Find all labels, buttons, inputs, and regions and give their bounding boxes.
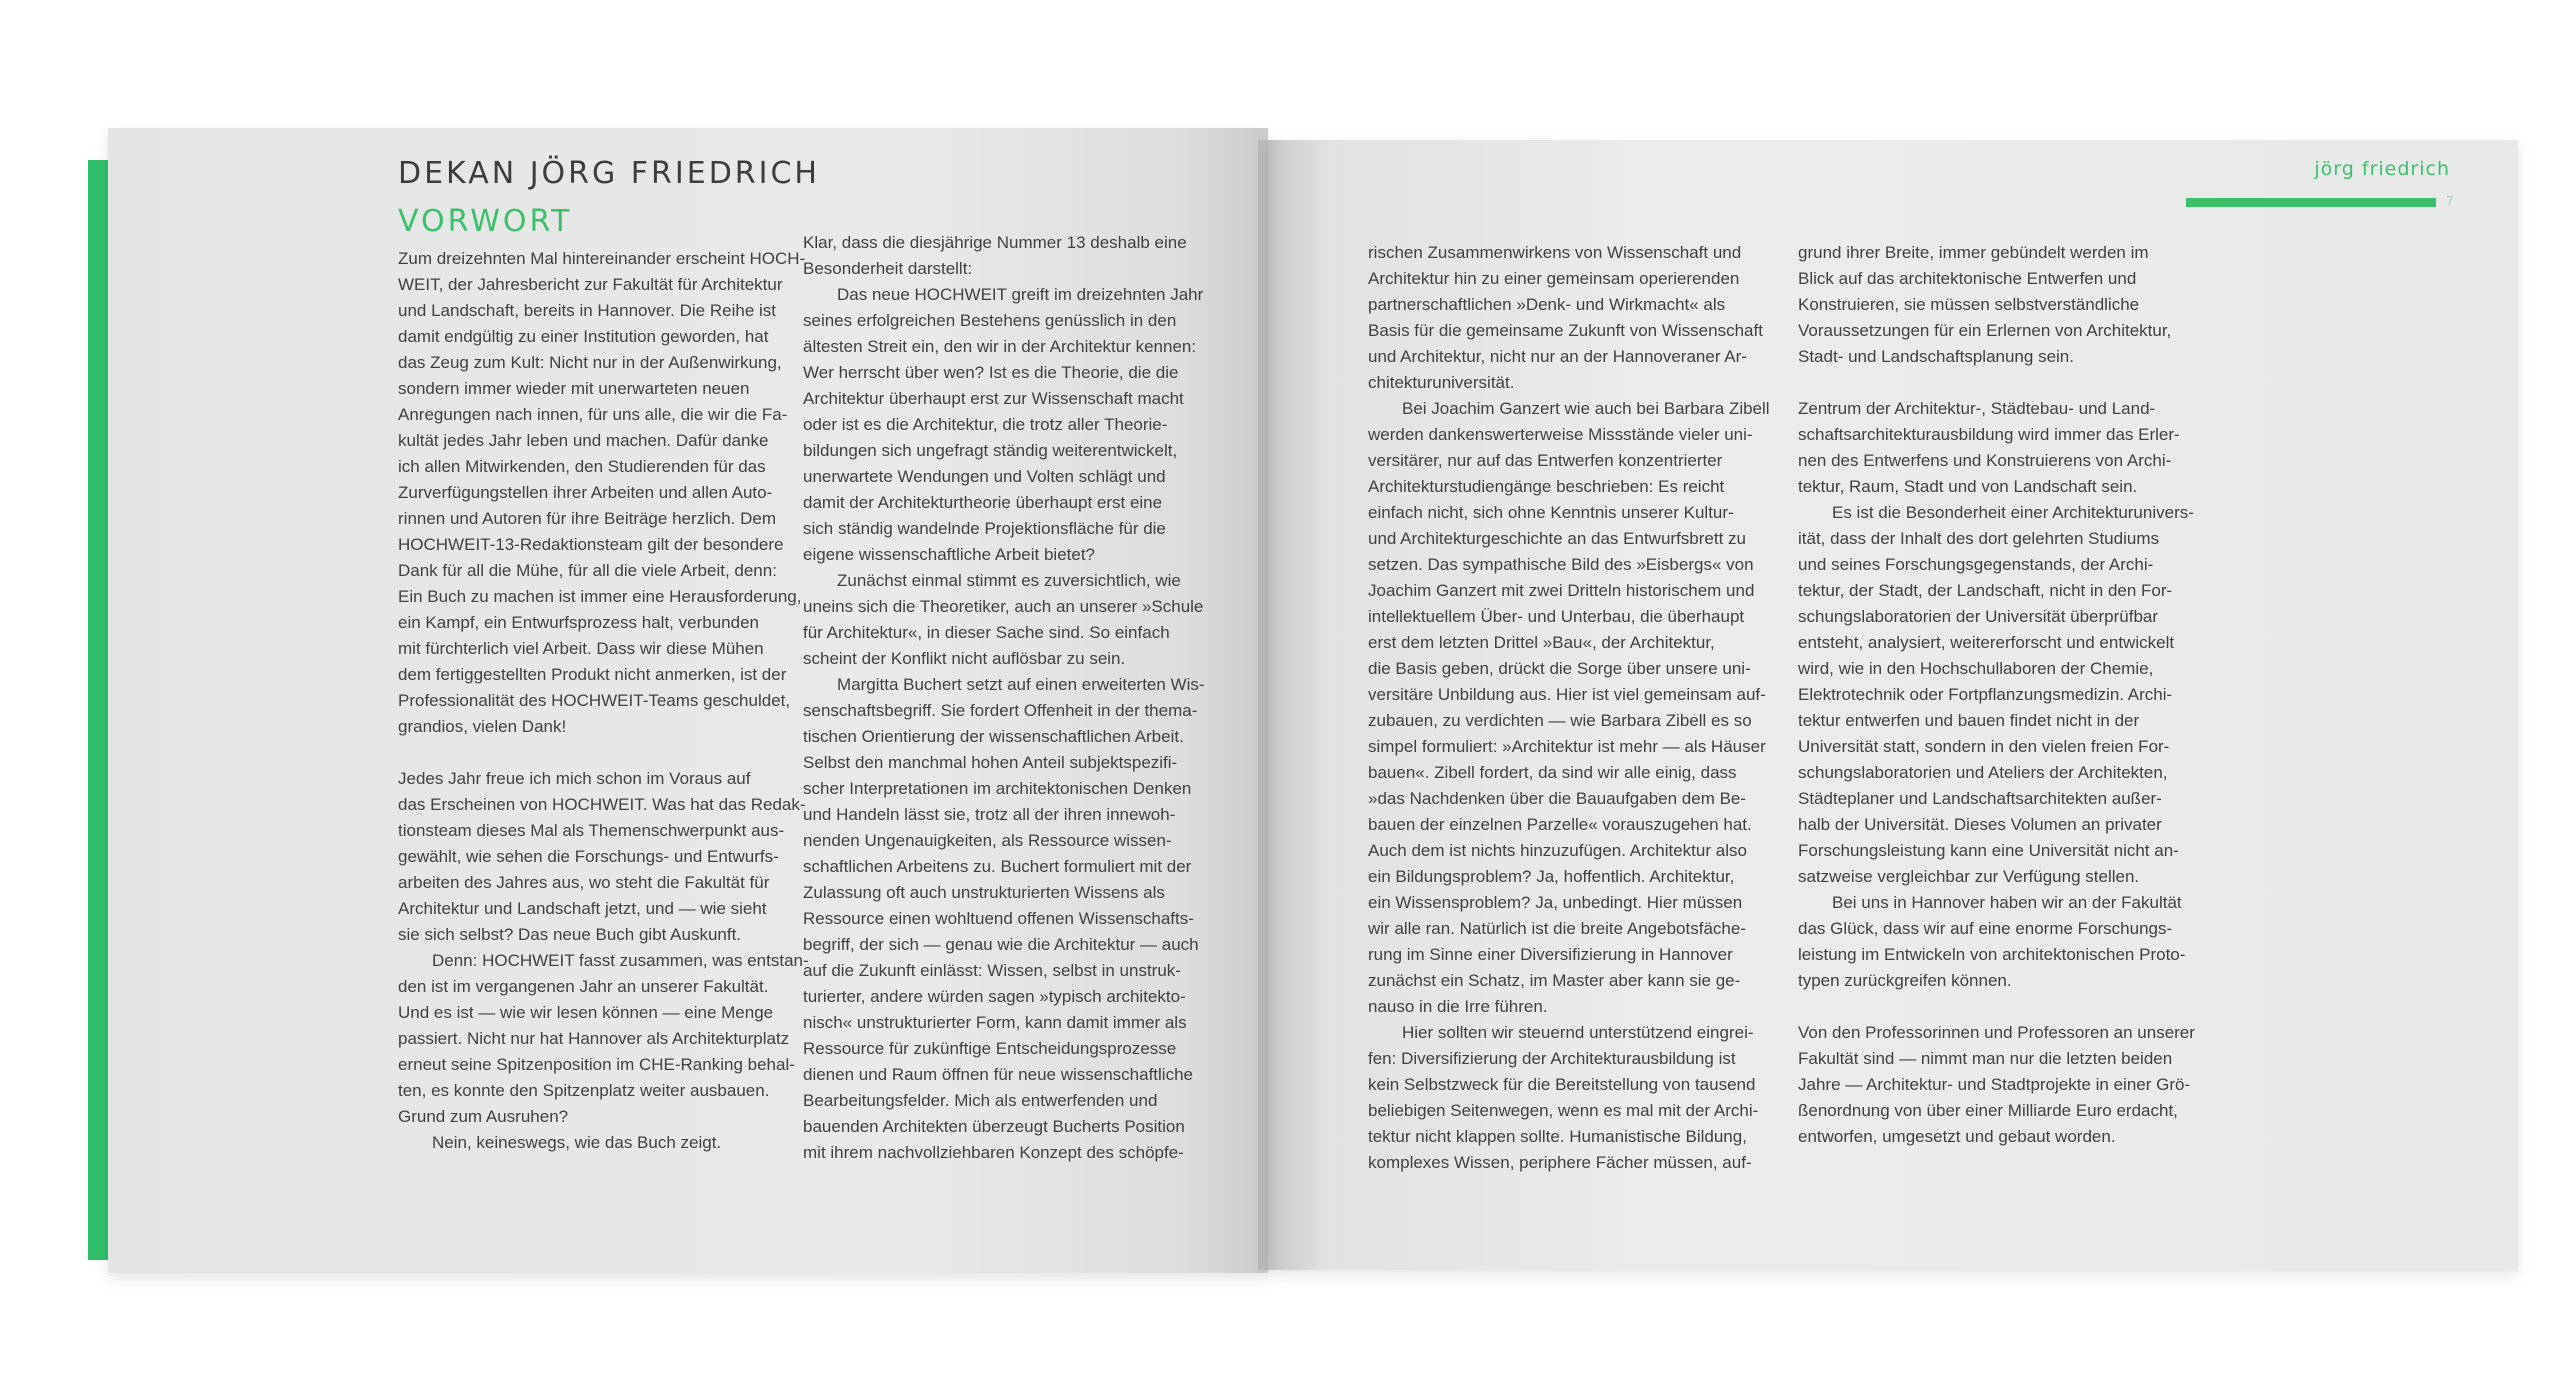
book-gutter xyxy=(1258,140,1284,1270)
text-line: Zum dreizehnten Mal hintereinander erscheint HOCH- xyxy=(398,249,806,268)
text-line: dem fertiggestellten Produkt nicht anmerken, ist der xyxy=(398,665,787,684)
text-line: das Erscheinen von HOCHWEIT. Was hat das Redak- xyxy=(398,795,806,814)
text-line: arbeiten des Jahres aus, wo steht die Fakultät für xyxy=(398,873,770,892)
text-line: Auch dem ist nichts hinzuzufügen. Architektur also xyxy=(1368,841,1747,860)
text-line: typen zurückgreifen können. xyxy=(1798,971,2012,990)
text-line: turierter, andere würden sagen »typisch architekto- xyxy=(803,987,1186,1006)
text-line: bildungen sich ungefragt ständig weiterentwickelt, xyxy=(803,441,1178,460)
text-line: erneut seine Spitzenposition im CHE-Ranking behal- xyxy=(398,1055,795,1074)
text-line: Hier sollten wir steuernd unterstützend eingrei- xyxy=(1368,1023,1754,1042)
text-line: Konstruieren, sie müssen selbstverständliche xyxy=(1798,295,2140,314)
text-line: das Glück, dass wir auf eine enorme Forschungs- xyxy=(1798,919,2173,938)
text-line: und Handeln lässt sie, trotz all der ihren innewoh- xyxy=(803,805,1176,824)
text-line: wir alle ran. Natürlich ist die breite Angebotsfäche- xyxy=(1368,919,1746,938)
text-line: gewählt, wie sehen die Forschungs- und Entwurfs- xyxy=(398,847,779,866)
text-line: setzen. Das sympathische Bild des »Eisbergs« von xyxy=(1368,555,1754,574)
text-line: intellektuellem Über- und Unterbau, die überhaupt xyxy=(1368,607,1745,626)
text-line: Voraussetzungen für ein Erlernen von Architektur, xyxy=(1798,321,2172,340)
text-line: Ein Buch zu machen ist immer eine Herausforderung, xyxy=(398,587,802,606)
text-line: sie sich selbst? Das neue Buch gibt Auskunft. xyxy=(398,925,742,944)
text-line: mit ihrem nachvollziehbaren Konzept des schöpfe- xyxy=(803,1143,1184,1162)
text-line: schungslaboratorien der Universität überprüfbar xyxy=(1798,607,2159,626)
text-line: satzweise vergleichbar zur Verfügung stellen. xyxy=(1798,867,2140,886)
text-line: das Zeug zum Kult: Nicht nur in der Außenwirkung, xyxy=(398,353,782,372)
text-line: den ist im vergangenen Jahr an unserer Fakultät. xyxy=(398,977,769,996)
text-line: komplexes Wissen, periphere Fächer müssen, auf- xyxy=(1368,1153,1752,1172)
text-line: die Basis geben, drückt die Sorge über unsere uni- xyxy=(1368,659,1751,678)
text-line: Bei Joachim Ganzert wie auch bei Barbara Zibell xyxy=(1368,399,1770,418)
text-line: dienen und Raum öffnen für neue wissenschaftliche xyxy=(803,1065,1193,1084)
text-line: Forschungsleistung kann eine Universität nicht an- xyxy=(1798,841,2179,860)
text-line: Basis für die gemeinsame Zukunft von Wissenschaft xyxy=(1368,321,1763,340)
page-title: DEKAN JÖRG FRIEDRICH xyxy=(398,156,820,191)
text-line: ein Bildungsproblem? Ja, hoffentlich. Architektur, xyxy=(1368,867,1735,886)
text-line: nauso in die Irre führen. xyxy=(1368,997,1548,1016)
text-line: mit fürchterlich viel Arbeit. Dass wir diese Mühen xyxy=(398,639,764,658)
text-line: Ressource einen wohltuend offenen Wissenschafts- xyxy=(803,909,1194,928)
text-line: uneins sich die Theoretiker, auch an unserer »Schule xyxy=(803,597,1204,616)
text-line: Blick auf das architektonische Entwerfen und xyxy=(1798,269,2137,288)
text-line: tektur, der Stadt, der Landschaft, nicht in den For- xyxy=(1798,581,2173,600)
text-line: oder ist es die Architektur, die trotz aller Theorie- xyxy=(803,415,1168,434)
running-header-bar xyxy=(2186,198,2436,207)
text-line: tischen Orientierung der wissenschaftlichen Arbeit. xyxy=(803,727,1184,746)
text-line: nen des Entwerfens und Konstruierens von Archi- xyxy=(1798,451,2172,470)
right-page xyxy=(1268,140,2518,1270)
text-line: Zunächst einmal stimmt es zuversichtlich, wie xyxy=(803,571,1181,590)
text-line: einfach nicht, sich ohne Kenntnis unserer Kultur- xyxy=(1368,503,1734,522)
text-line: bauenden Architekten überzeugt Bucherts Position xyxy=(803,1117,1185,1136)
text-line: Fakultät sind — nimmt man nur die letzten beiden xyxy=(1798,1049,2173,1068)
text-line: für Architektur«, in dieser Sache sind. So einfach xyxy=(803,623,1170,642)
text-line: scheint der Konflikt nicht auflösbar zu sein. xyxy=(803,649,1126,668)
text-line: passiert. Nicht nur hat Hannover als Architekturplatz xyxy=(398,1029,790,1048)
text-line: Zentrum der Architektur-, Städtebau- und Land- xyxy=(1798,399,2156,418)
text-line: seines erfolgreichen Bestehens genüsslich in den xyxy=(803,311,1177,330)
text-line: tionsteam dieses Mal als Themenschwerpunkt aus- xyxy=(398,821,785,840)
text-line: ein Wissensproblem? Ja, unbedingt. Hier müssen xyxy=(1368,893,1743,912)
text-line: Universität statt, sondern in den vielen freien For- xyxy=(1798,737,2170,756)
text-line: Zulassung oft auch unstrukturierten Wissens als xyxy=(803,883,1165,902)
text-line: »das Nachdenken über die Bauaufgaben dem Be- xyxy=(1368,789,1747,808)
text-line: damit der Architekturtheorie überhaupt erst eine xyxy=(803,493,1163,512)
text-line: WEIT, der Jahresbericht zur Fakultät für Architektur xyxy=(398,275,783,294)
text-line: Architektur und Landschaft jetzt, und — wie sieht xyxy=(398,899,767,918)
text-line: senschaftsbegriff. Sie fordert Offenheit in der thema- xyxy=(803,701,1198,720)
text-line: kein Selbstzweck für die Bereitstellung von tausend xyxy=(1368,1075,1756,1094)
text-line: damit endgültig zu einer Institution geworden, hat xyxy=(398,327,769,346)
text-line: ten, es konnte den Spitzenplatz weiter ausbauen. xyxy=(398,1081,770,1100)
text-line: Von den Professorinnen und Professoren an unserer xyxy=(1798,1023,2195,1042)
text-line: grund ihrer Breite, immer gebündelt werden im xyxy=(1798,243,2149,262)
text-line: und Architekturgeschichte an das Entwurfsbrett zu xyxy=(1368,529,1746,548)
text-line: tektur entwerfen und bauen findet nicht in der xyxy=(1798,711,2140,730)
paragraph-gap xyxy=(398,740,788,766)
text-line: rung im Sinne einer Diversifizierung in Hannover xyxy=(1368,945,1733,964)
paragraph-gap xyxy=(1798,994,2188,1020)
text-line: partnerschaftlichen »Denk- und Wirkmacht« als xyxy=(1368,295,1726,314)
text-column-2 xyxy=(803,230,1205,1166)
text-line: Das neue HOCHWEIT greift im dreizehnten Jahr xyxy=(803,285,1204,304)
text-line: chitekturuniversität. xyxy=(1368,373,1515,392)
text-line: Nein, keineswegs, wie das Buch zeigt. xyxy=(398,1133,722,1152)
text-line: schaftlichen Arbeitens zu. Buchert formuliert mit der xyxy=(803,857,1192,876)
text-line: Selbst den manchmal hohen Anteil subjektspezifi- xyxy=(803,753,1178,772)
text-line: zunächst ein Schatz, im Master aber kann sie ge- xyxy=(1368,971,1741,990)
text-line: nisch« unstrukturierter Form, kann damit immer als xyxy=(803,1013,1187,1032)
text-line: ßenordnung von über einer Milliarde Euro erdacht, xyxy=(1798,1101,2178,1120)
text-line: leistung im Entwickeln von architektonischen Proto- xyxy=(1798,945,2186,964)
text-line: Dank für all die Mühe, für all die viele Arbeit, denn: xyxy=(398,561,777,580)
text-line: ität, dass der Inhalt des dort gelehrten Studiums xyxy=(1798,529,2159,548)
text-line: rinnen und Autoren für ihre Beiträge herzlich. Dem xyxy=(398,509,776,528)
text-line: erst dem letzten Drittel »Bau«, der Architektur, xyxy=(1368,633,1715,652)
text-line: sondern immer wieder mit unerwarteten neuen xyxy=(398,379,750,398)
page-subtitle: VORWORT xyxy=(398,204,573,239)
text-line: scher Interpretationen im architektonischen Denken xyxy=(803,779,1192,798)
paragraph-gap xyxy=(1798,370,2188,396)
text-line: tektur, Raum, Stadt und von Landschaft sein. xyxy=(1798,477,2138,496)
text-line: entworfen, umgesetzt und gebaut worden. xyxy=(1798,1127,2116,1146)
text-line: und Landschaft, bereits in Hannover. Die Reihe ist xyxy=(398,301,777,320)
text-line: tektur nicht klappen sollte. Humanistische Bildung, xyxy=(1368,1127,1747,1146)
text-line: Es ist die Besonderheit einer Architekturunivers- xyxy=(1798,503,2194,522)
text-line: bauen der einzelnen Parzelle« vorauszugehen hat. xyxy=(1368,815,1752,834)
text-line: und Architektur, nicht nur an der Hannoveraner Ar- xyxy=(1368,347,1747,366)
text-line: auf die Zukunft einlässt: Wissen, selbst in unstruk- xyxy=(803,961,1181,980)
text-line: Denn: HOCHWEIT fasst zusammen, was entstan- xyxy=(398,951,809,970)
text-line: Grund zum Ausruhen? xyxy=(398,1107,569,1126)
text-line: Architekturstudiengänge beschrieben: Es reicht xyxy=(1368,477,1725,496)
text-line: entsteht, analysiert, weitererforscht und entwickelt xyxy=(1798,633,2175,652)
text-line: fen: Diversifizierung der Architekturausbildung ist xyxy=(1368,1049,1736,1068)
text-line: Elektrotechnik oder Fortpflanzungsmedizin. Archi- xyxy=(1798,685,2173,704)
text-line: nenden Ungenauigkeiten, als Ressource wissen- xyxy=(803,831,1172,850)
text-line: und seines Forschungsgegenstands, der Archi- xyxy=(1798,555,2154,574)
text-column-1 xyxy=(398,246,809,1156)
text-line: eigene wissenschaftliche Arbeit bietet? xyxy=(803,545,1096,564)
text-line: Margitta Buchert setzt auf einen erweiterten Wis- xyxy=(803,675,1205,694)
text-line: Ressource für zukünftige Entscheidungsprozesse xyxy=(803,1039,1177,1058)
text-line: Jahre — Architektur- und Stadtprojekte in einer Grö- xyxy=(1798,1075,2191,1094)
text-line: versitäre Unbildung aus. Hier ist viel gemeinsam auf- xyxy=(1368,685,1766,704)
text-line: simpel formuliert: »Architektur ist mehr — als Häuser xyxy=(1368,737,1766,756)
text-line: Architektur überhaupt erst zur Wissenschaft macht xyxy=(803,389,1184,408)
text-line: Anregungen nach innen, für uns alle, die wir die Fa- xyxy=(398,405,788,424)
left-page xyxy=(108,128,1268,1273)
page-number: 7 xyxy=(2446,194,2454,208)
text-line: zubauen, zu verdichten — wie Barbara Zibell es so xyxy=(1368,711,1752,730)
text-line: Jedes Jahr freue ich mich schon im Voraus auf xyxy=(398,769,751,788)
text-line: HOCHWEIT-13-Redaktionsteam gilt der besondere xyxy=(398,535,784,554)
text-line: beliebigen Seitenwegen, wenn es mal mit der Archi- xyxy=(1368,1101,1759,1120)
text-line: Bei uns in Hannover haben wir an der Fakultät xyxy=(1798,893,2182,912)
text-line: Und es ist — wie wir lesen können — eine Menge xyxy=(398,1003,774,1022)
text-line: schungslaboratorien und Ateliers der Architekten, xyxy=(1798,763,2168,782)
text-line: Stadt- und Landschaftsplanung sein. xyxy=(1798,347,2074,366)
text-line: werden dankenswerterweise Missstände vieler uni- xyxy=(1368,425,1753,444)
text-line: grandios, vielen Dank! xyxy=(398,717,567,736)
text-line: Bearbeitungsfelder. Mich als entwerfenden und xyxy=(803,1091,1158,1110)
text-column-4 xyxy=(1798,240,2195,1150)
text-line: kultät jedes Jahr leben und machen. Dafür danke xyxy=(398,431,769,450)
text-line: begriff, der sich — genau wie die Architektur — auch xyxy=(803,935,1199,954)
text-line: schaftsarchitekturausbildung wird immer das Erler- xyxy=(1798,425,2180,444)
running-header-name: jörg friedrich xyxy=(2314,158,2450,180)
text-line: unerwartete Wendungen und Volten schlägt und xyxy=(803,467,1166,486)
text-line: Joachim Ganzert mit zwei Dritteln historischem und xyxy=(1368,581,1755,600)
text-line: Städteplaner und Landschaftsarchitekten außer- xyxy=(1798,789,2162,808)
text-line: bauen«. Zibell fordert, da sind wir alle einig, dass xyxy=(1368,763,1737,782)
text-line: halb der Universität. Dieses Volumen an privater xyxy=(1798,815,2162,834)
text-line: sich ständig wandelnde Projektionsfläche für die xyxy=(803,519,1166,538)
text-line: ein Kampf, ein Entwurfsprozess halt, verbunden xyxy=(398,613,759,632)
text-line: Professionalität des HOCHWEIT-Teams geschuldet, xyxy=(398,691,791,710)
text-line: Architektur hin zu einer gemeinsam operierenden xyxy=(1368,269,1740,288)
text-line: Wer herrscht über wen? Ist es die Theorie, die die xyxy=(803,363,1179,382)
text-line: ältesten Streit ein, den wir in der Architektur kennen: xyxy=(803,337,1197,356)
text-line: ich allen Mitwirkenden, den Studierenden für das xyxy=(398,457,766,476)
text-line: wird, wie in den Hochschullaboren der Chemie, xyxy=(1798,659,2154,678)
text-line: Besonderheit darstellt: xyxy=(803,259,973,278)
text-column-3 xyxy=(1368,240,1770,1176)
text-line: Klar, dass die diesjährige Nummer 13 deshalb eine xyxy=(803,233,1187,252)
text-line: rischen Zusammenwirkens von Wissenschaft und xyxy=(1368,243,1742,262)
text-line: versitärer, nur auf das Entwerfen konzentrierter xyxy=(1368,451,1723,470)
text-line: Zurverfügungstellen ihrer Arbeiten und allen Auto- xyxy=(398,483,773,502)
